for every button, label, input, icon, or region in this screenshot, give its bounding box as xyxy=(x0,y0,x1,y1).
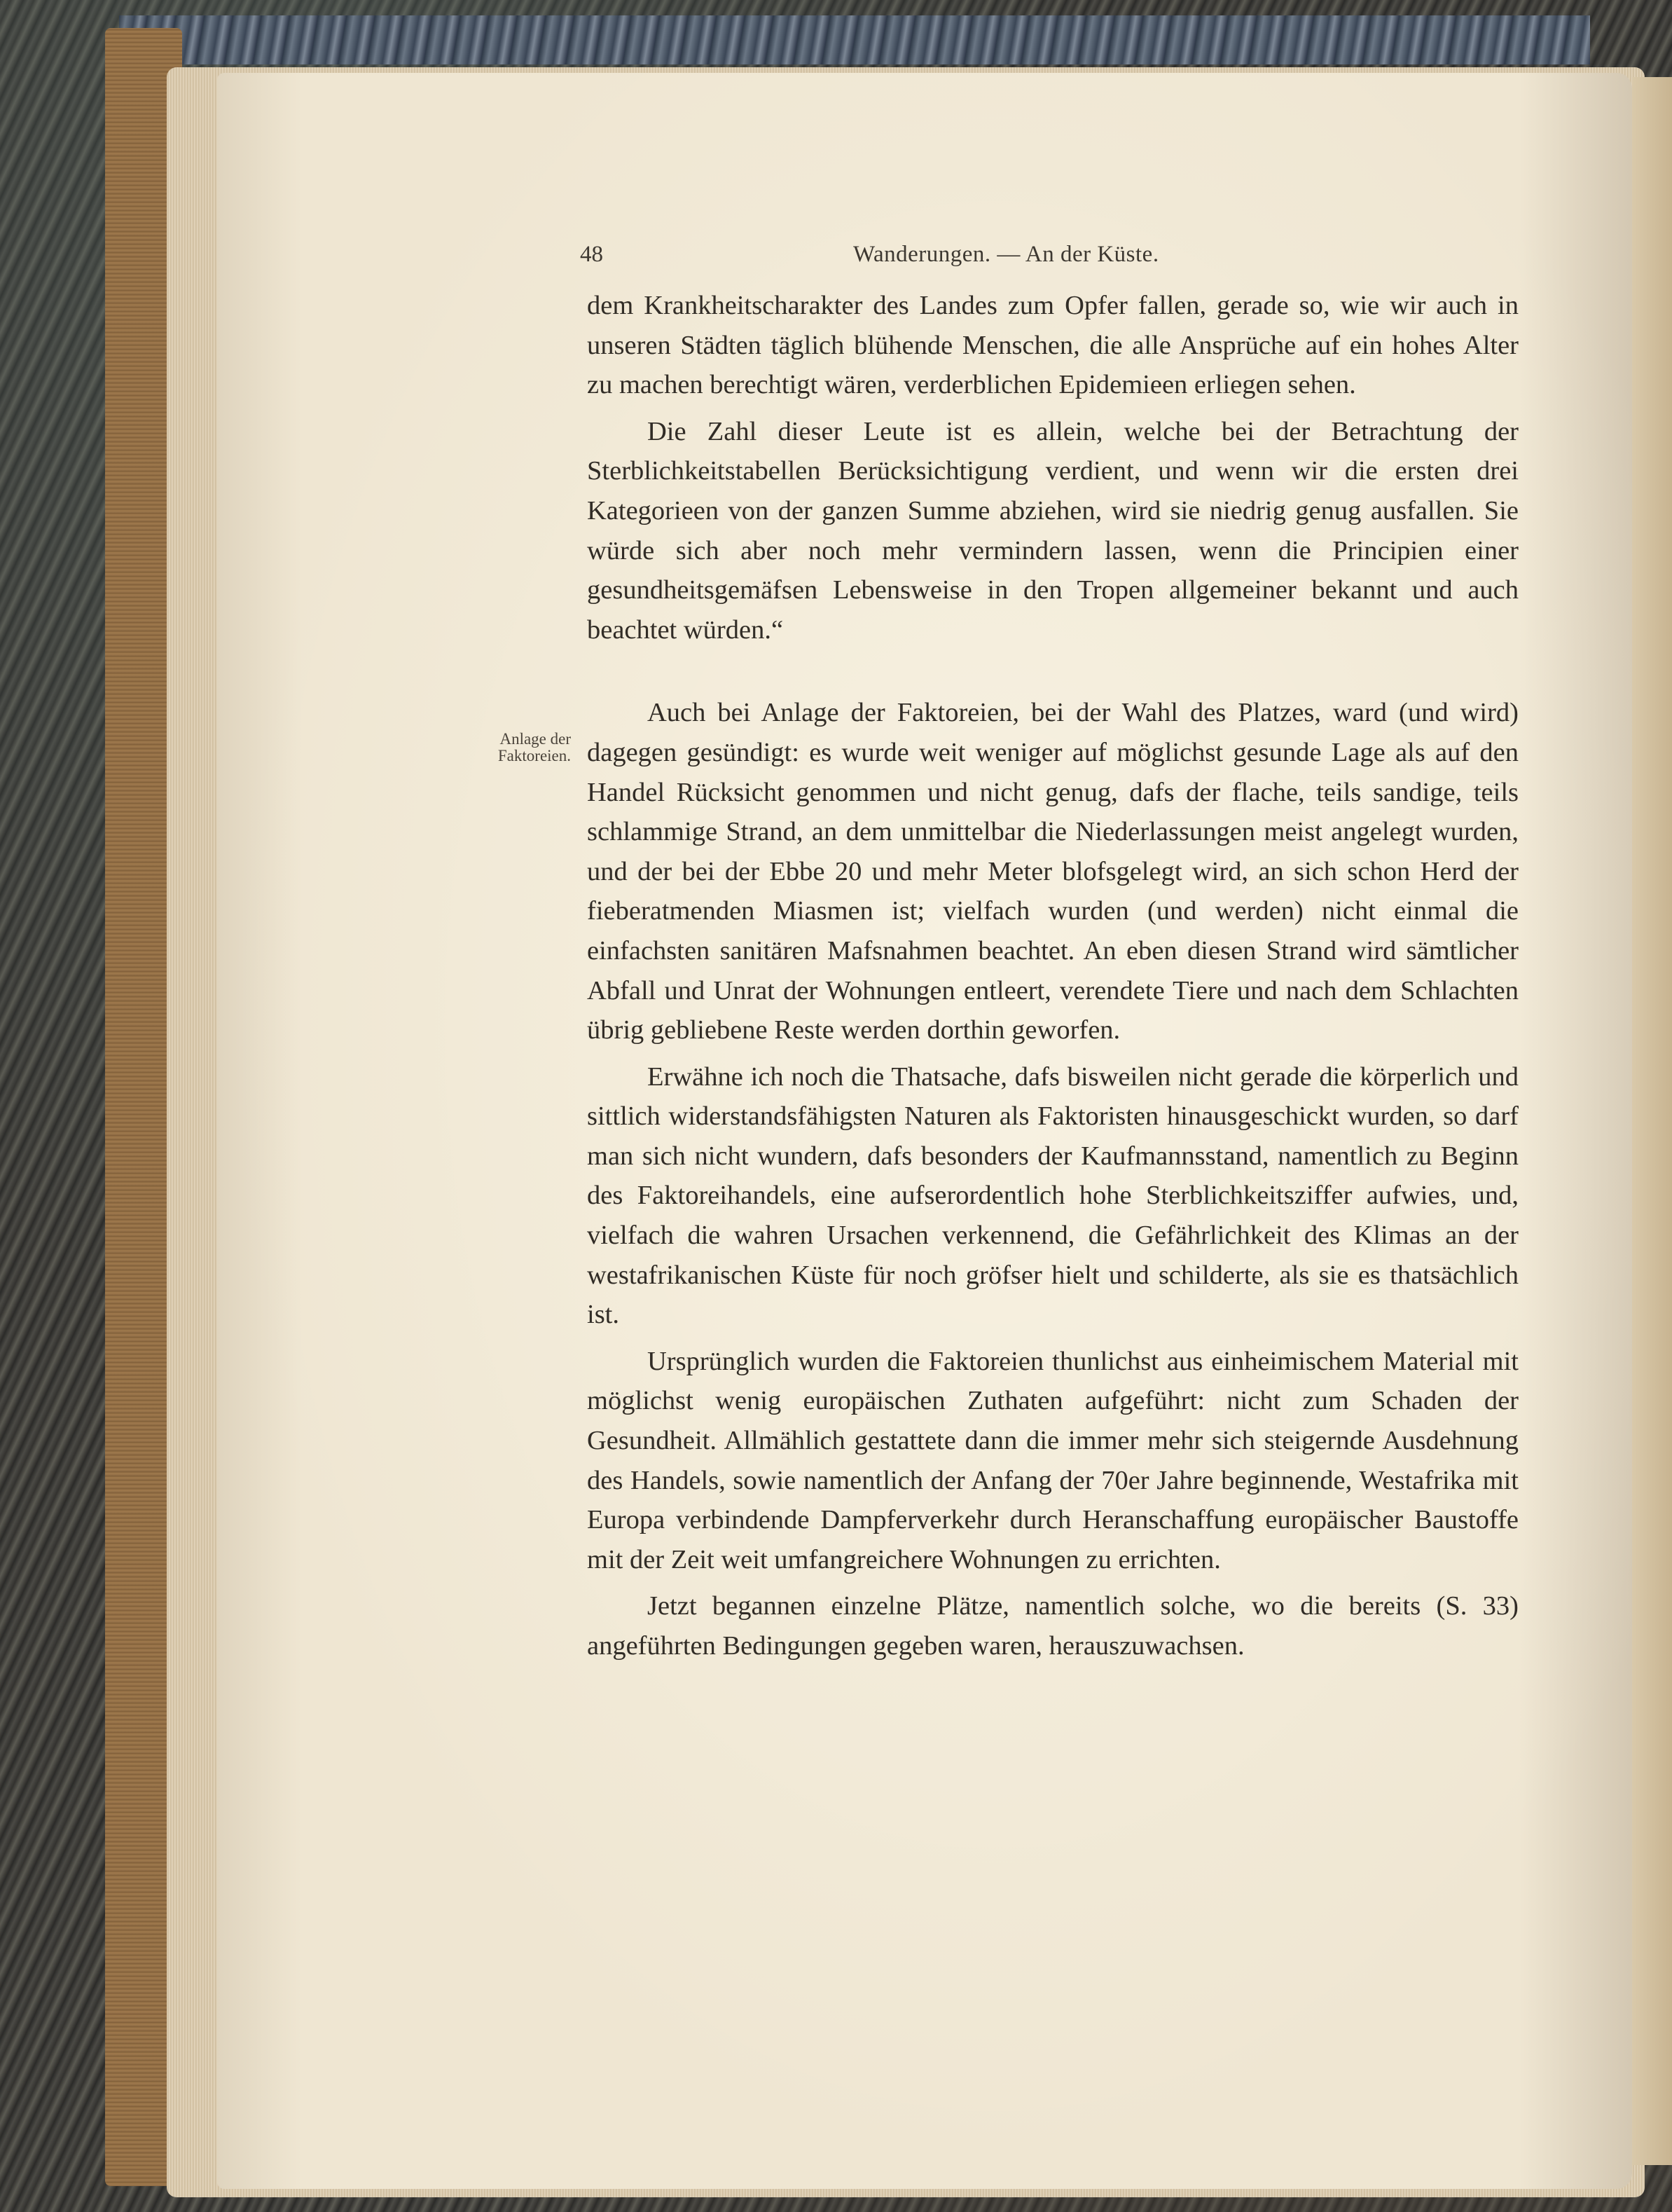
page-number: 48 xyxy=(580,242,603,267)
margin-note-line-1: Anlage der xyxy=(499,730,571,748)
paragraph-jetzt: Jetzt begannen einzelne Plätze, namentlich solche, wo die bereits (S. 33) angeführten Bedingungen gegeben waren, herauszuwachsen. xyxy=(587,1591,1519,1661)
running-head-title: Wanderungen. — An der Küste. xyxy=(853,242,1159,267)
binding-top-edge xyxy=(119,15,1590,64)
paragraph-anlage-faktoreien: Auch bei Anlage der Faktoreien, bei der Wahl des Platzes, ward (und wird) dagegen gesündigt: es wurde weit weniger auf möglichst gesunde Lage als auf den Handel Rücksicht genommen und nicht genug, dafs der flache, teils sandige, teils schlammige Strand, an dem unmittelbar die Niederlassungen meist angelegt wurden, und der bei der Ebbe 20 und mehr Meter blofsgelegt wird, an sich schon Herd der fieberatmenden Miasmen ist; vielfach wurden (und werden) nicht einmal die einfachsten sanitären Mafsnahmen beachtet. An eben diesen Strand wird sämtlicher Abfall und Unrat der Wohnungen entleert, verendete Tiere und nach dem Schlachten übrig gebliebene Reste werden dorthin geworfen. xyxy=(587,698,1519,1045)
paragraph-faktoristen: Erwähne ich noch die Thatsache, dafs bisweilen nicht gerade die körperlich und sittlich widerstandsfähigsten Naturen als Faktoristen hinausgeschickt wurden, so darf man sich nicht wundern, dafs besonders der Kaufmannsstand, namentlich zu Beginn des Faktoreihandels, eine aufserordentlich hohe Sterblichkeitsziffer aufwies, und, vielfach die wahren Ursachen verkennend, die Gefährlichkeit des Klimas an der westafrikanischen Küste für noch gröfser hielt und schilderte, als sie es thatsächlich ist. xyxy=(587,1062,1519,1330)
paragraph-continuation: dem Krankheitscharakter des Landes zum Opfer fallen, gerade so, wie wir auch in unseren Städten täglich blühende Menschen, die alle Ansprüche auf ein hohes Alter zu machen berechtigt wären, verderblichen Epidemieen erliegen sehen. xyxy=(587,291,1519,400)
running-head xyxy=(580,242,1224,273)
margin-note xyxy=(459,731,571,764)
body-text xyxy=(587,286,1519,1666)
next-page-sliver xyxy=(1632,77,1672,2165)
paragraph-urspruenglich: Ursprünglich wurden die Faktoreien thunlichst aus einheimischem Material mit möglichst wenig europäischen Zuthaten aufgeführt: nicht zum Schaden der Gesundheit. Allmählich gestattete dann die immer mehr sich steigernde Ausdehnung des Handels, sowie namentlich der Anfang der 70er Jahre beginnende, Westafrika mit Europa verbindende Dampferverkehr durch Heranschaffung europäischer Baustoffe mit der Zeit weit umfangreichere Wohnungen zu errichten. xyxy=(587,1346,1519,1574)
paragraph-sterblichkeit: Die Zahl dieser Leute ist es allein, welche bei der Betrachtung der Sterblichkeitstabellen Berücksichtigung verdient, und wenn wir die ersten drei Kategorieen von der ganzen Summe abziehen, wird sie niedrig genug ausfallen. Sie würde sich aber noch mehr vermindern lassen, wenn die Principien einer gesundheitsgemäfsen Lebensweise in den Tropen allgemeiner bekannt und auch beachtet würden.“ xyxy=(587,416,1519,645)
margin-note-line-2: Faktoreien. xyxy=(497,747,571,764)
